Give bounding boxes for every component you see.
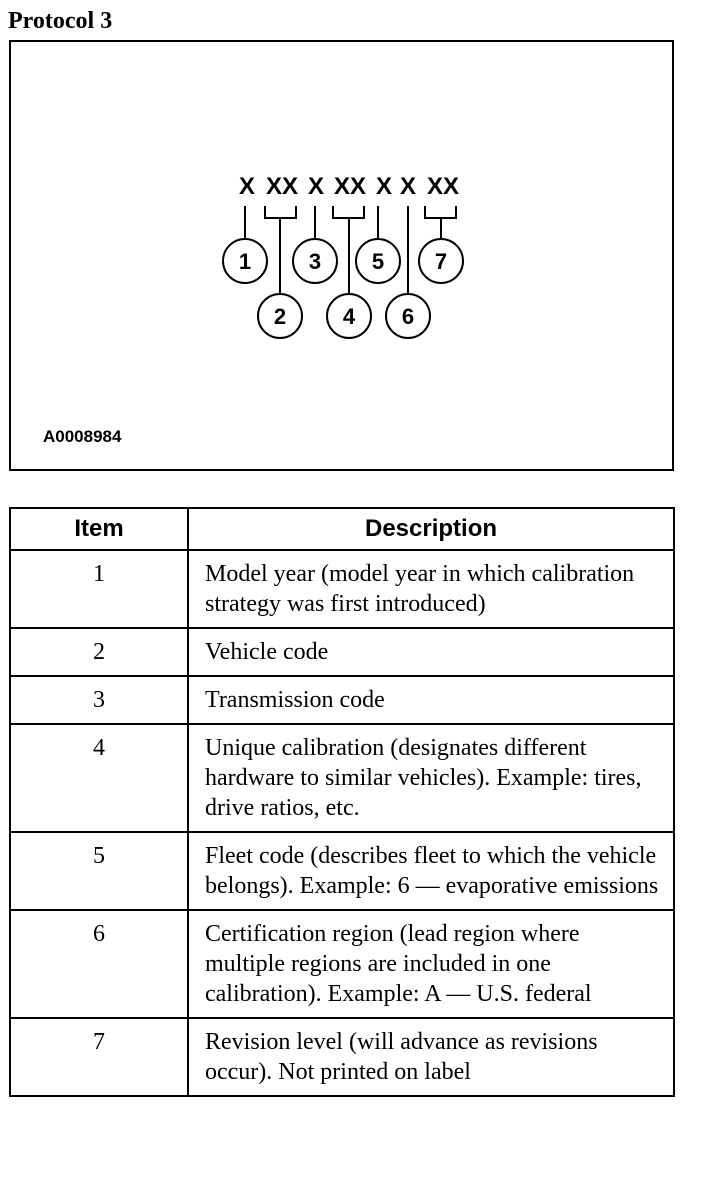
table-row — [10, 1018, 674, 1096]
table-row — [10, 832, 674, 910]
item-number: 1 — [10, 550, 188, 628]
callout-number-2: 2 — [273, 304, 287, 329]
item-description: Vehicle code — [188, 628, 674, 676]
code-group-5: X — [375, 173, 393, 200]
item-number: 3 — [10, 676, 188, 724]
code-group-1: X — [238, 173, 256, 200]
callout-number-7: 7 — [434, 249, 448, 274]
item-number: 7 — [10, 1018, 188, 1096]
code-group-3: X — [307, 173, 325, 200]
code-group-7: XX — [426, 173, 460, 200]
table-row — [10, 724, 674, 832]
item-number: 6 — [10, 910, 188, 1018]
figure-id: A0008984 — [43, 427, 122, 446]
bracket-4 — [333, 206, 364, 218]
table-row — [10, 910, 674, 1018]
callout-number-5: 5 — [371, 249, 385, 274]
item-number: 4 — [10, 724, 188, 832]
item-description: Revision level (will advance as revisions occur). Not printed on label — [188, 1018, 674, 1096]
item-number: 2 — [10, 628, 188, 676]
page-title: Protocol 3 — [8, 8, 113, 34]
column-header-description: Description — [188, 508, 674, 550]
callout-number-1: 1 — [238, 249, 252, 274]
table-header-row — [10, 508, 674, 550]
code-group-2: XX — [265, 173, 299, 200]
table-row — [10, 676, 674, 724]
callout-number-3: 3 — [308, 249, 322, 274]
calibration-code-diagram — [11, 42, 676, 473]
bracket-2 — [265, 206, 296, 218]
item-description: Fleet code (describes fleet to which the vehicle belongs). Example: 6 — evaporative emissions — [188, 832, 674, 910]
code-group-6: X — [399, 173, 417, 200]
item-description: Certification region (lead region where multiple regions are included in one calibration). Example: A — U.S. federal — [188, 910, 674, 1018]
callout-number-4: 4 — [342, 304, 356, 329]
item-description-table — [9, 507, 675, 1097]
item-number: 5 — [10, 832, 188, 910]
table-row — [10, 628, 674, 676]
column-header-item: Item — [10, 508, 188, 550]
item-description: Unique calibration (designates different hardware to similar vehicles). Example: tires, drive ratios, etc. — [188, 724, 674, 832]
item-description: Model year (model year in which calibration strategy was first introduced) — [188, 550, 674, 628]
protocol-figure — [9, 40, 674, 471]
item-description: Transmission code — [188, 676, 674, 724]
callout-number-6: 6 — [401, 304, 415, 329]
bracket-7 — [425, 206, 456, 218]
code-group-4: XX — [333, 173, 367, 200]
table-row — [10, 550, 674, 628]
